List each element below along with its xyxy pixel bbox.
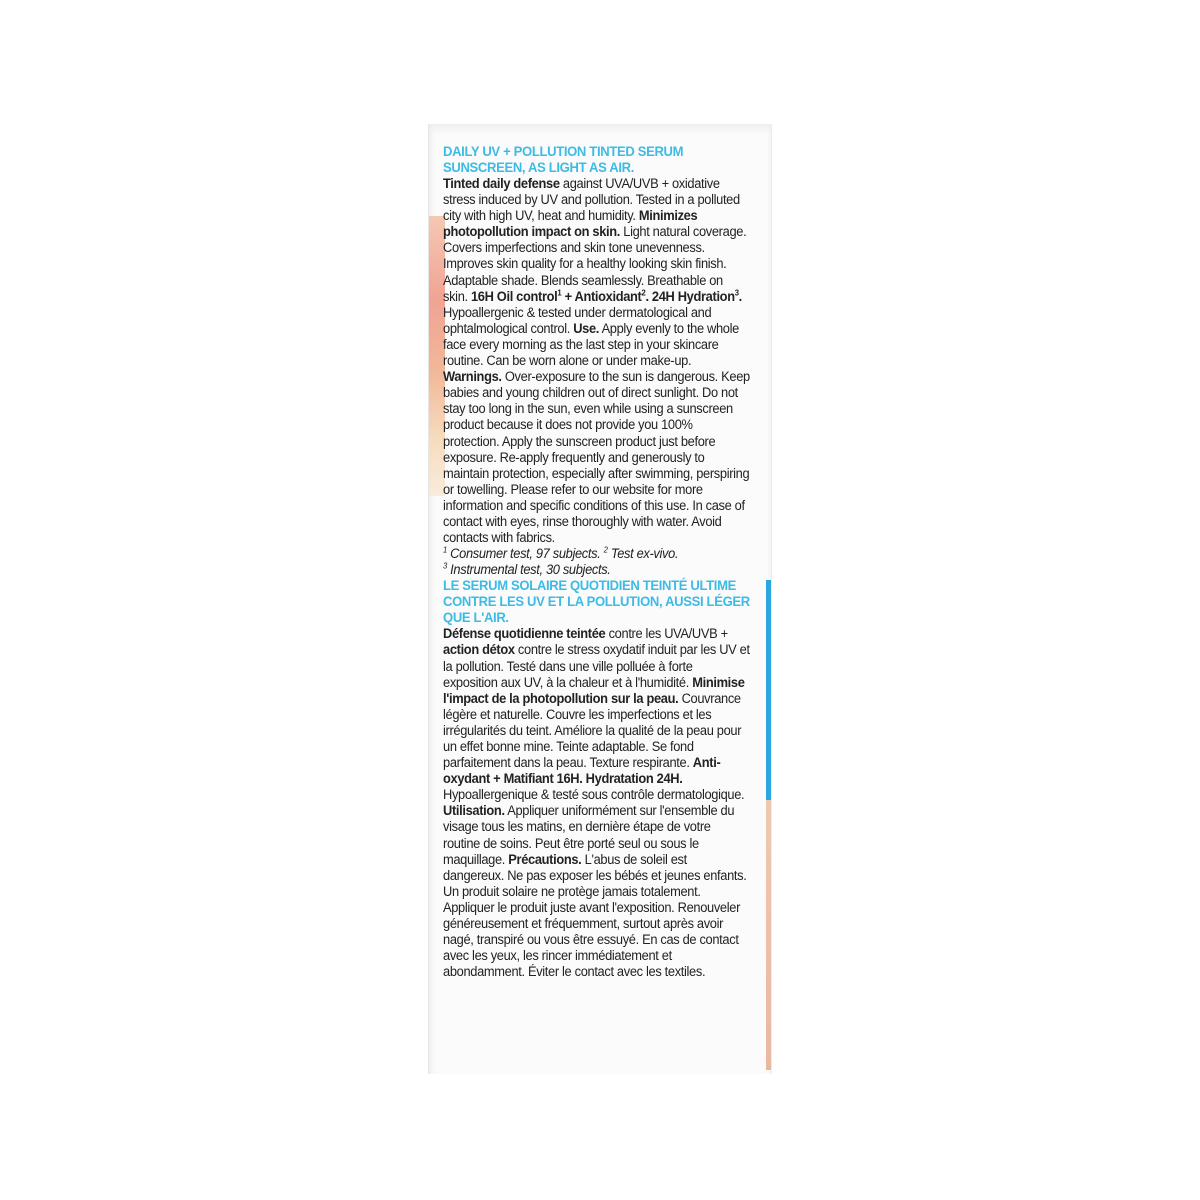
minimizes-label: Minimizes photopollution impact on skin. xyxy=(443,208,698,240)
french-headline: LE SERUM SOLAIRE QUOTIDIEN TEINTÉ ULTIME CONTRE LES UV ET LA POLLUTION, AUSSI LÉGER QUE L'AIR. xyxy=(443,578,750,626)
utilisation-label: Utilisation. xyxy=(443,803,505,819)
minimise-label: Minimise l'impact de la photopollution sur la peau. xyxy=(443,674,745,706)
tint-edge-stripe xyxy=(766,800,771,1070)
box-top-edge xyxy=(429,124,771,134)
footnotes: $^1$ Consumer test, 97 subjects. $^2$ Test ex-vivo. $^3$ Instrumental test, 30 subjects. xyxy=(443,545,679,578)
sup-1: 1 xyxy=(557,288,562,298)
tinted-label: Tinted daily defense xyxy=(443,176,560,191)
tinted-text: against UVA/UVB + oxidative stress induced by UV and pollution. Tested in a polluted city with high UV, heat and humidity. xyxy=(443,176,740,224)
warnings-label: Warnings. xyxy=(443,369,502,385)
oil-control-label: 16H Oil control$^1$ + Antioxidant$^2$. 24H Hydration$^3$. xyxy=(470,288,742,304)
antioxydant-label: Anti-oxydant + Matifiant 16H. Hydratation 24H. xyxy=(443,755,721,787)
precautions-label: Précautions. xyxy=(508,851,582,867)
warnings-text: Over-exposure to the sun is dangerous. Keep babies and young children out of direct sunlight. Do not stay too long in the sun, even while using a sunscreen product because it does not provide you 100% protection. Apply the sunscreen product just before exposure. Re-apply frequently and generously to maintain protection, especially after swimming, perspiring or towelling. Please refer to our website for more information and specific conditions of this use. In case of contact with eyes, rinse thoroughly with water. Avoid contacts with fabrics. xyxy=(443,369,750,546)
use-text: Apply evenly to the whole face every morning as the last step in your skincare routine. Can be worn alone or under make-up. xyxy=(443,320,739,369)
sup-3: 3 xyxy=(734,288,739,298)
footnote-1: Consumer test, 97 subjects. xyxy=(446,546,604,562)
defense-label: Défense quotidienne teintée xyxy=(443,626,606,642)
english-body xyxy=(443,176,750,546)
detox-label: action détox xyxy=(443,642,515,658)
french-body: Défense quotidienne teintée contre les UVA/UVB + action détox contre le stress oxydatif induit par les UV et la pollution. Testé dans une ville polluée à forte exposition aux UV, à la chaleur et à l'humidité. Minimise l'impact de la photopollution sur la peau. Couvrance légère et naturelle. Couvre les imperfections et les irrégularités du teint. Améliore la qualité de la peau pour un effet bonne mine. Teinte adaptable. Se fond parfaitement dans la peau. Texture respirante. Anti-oxydant + Matifiant 16H. Hydratation 24H. Hypoallergenique & testé sous contrôle dermatologique. Utilisation. Appliquer uniformément sur l'ensemble du visage tous les matins, en dernière étape de votre routine de soins. Peut être porté seul ou sous le maquillage. Précautions. L'abus de soleil est dangereux. Ne pas exposer les bébés et jeunes enfants. Un produit solaire ne protège jamais totalement. Appliquer le produit juste avant l'exposition. Renouveler généreusement et fréquemment, surtout après avoir nagé, transpiré ou vous être essuyé. En cas de contact avec les yeux, les rincer immédiatement et abondamment. Éviter le contact avec les textiles. xyxy=(443,626,750,980)
use-label: Use. xyxy=(573,320,600,336)
blue-edge-stripe xyxy=(766,580,771,800)
coverage-text: Light natural coverage. Covers imperfections and skin tone unevenness. Improves skin quality for a healthy looking skin finish. Adaptable shade. Blends seamlessly. Breathable on skin. xyxy=(443,224,747,304)
label-copy xyxy=(443,144,750,980)
footnote-3: Instrumental test, 30 subjects. xyxy=(446,562,611,578)
english-headline: DAILY UV + POLLUTION TINTED SERUM SUNSCREEN, AS LIGHT AS AIR. xyxy=(443,144,684,175)
footnote-2: Test ex-vivo. xyxy=(607,546,679,562)
hypoallergenic-text: Hypoallergenic & tested under dermatological and ophtalmological control. xyxy=(443,304,712,336)
product-box-side-panel xyxy=(428,124,772,1074)
sup-2: 2 xyxy=(641,288,646,298)
